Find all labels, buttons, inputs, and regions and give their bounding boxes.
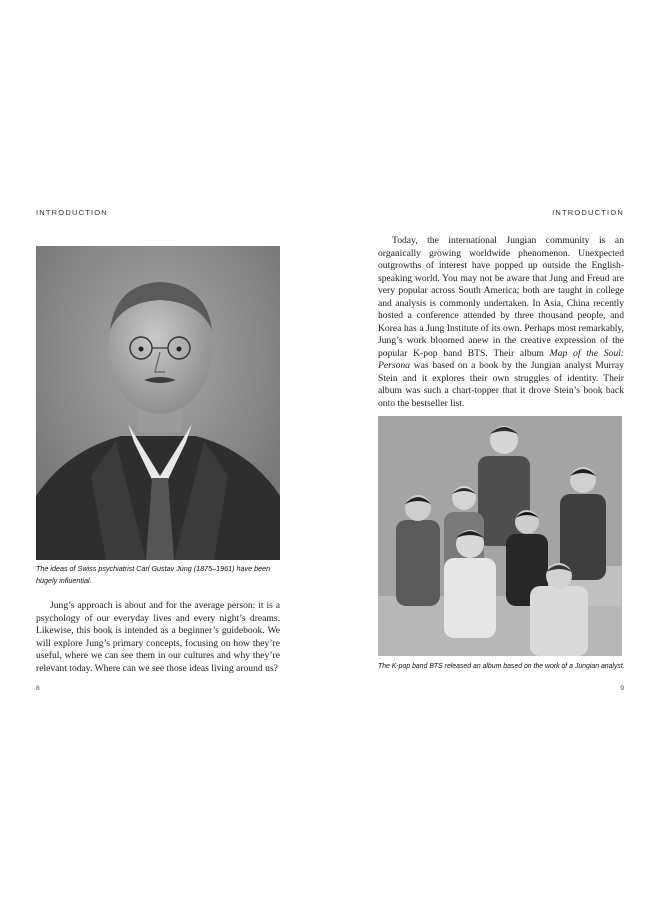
- page-number-right: 9: [620, 685, 624, 692]
- running-head-left: INTRODUCTION: [36, 208, 108, 217]
- left-body-paragraph: Jung’s approach is about and for the average person: it is a psychology of our everyday lives and every night’s dreams. Likewise, this book is intended as a beginner’s guidebook. We will explore Jung’s primary concepts, focusing on how they’re useful, where we can see them in our cultures and why they’re relevant today. Where can we see those ideas living around us?: [36, 600, 280, 674]
- bts-photo-caption: The K-pop band BTS released an album based on the work of a Jungian analyst.: [378, 663, 625, 670]
- bts-group-photo: [378, 416, 622, 656]
- right-page: [330, 0, 660, 904]
- running-head-right: INTRODUCTION: [552, 208, 624, 217]
- album-title: Map of the Soul: Persona: [378, 347, 625, 371]
- jung-photo-caption: The ideas of Swiss psychiatrist Carl Gustav Jung (1875–1961) have been hugely influential.: [36, 564, 271, 585]
- page-number-left: 8: [36, 685, 40, 692]
- jung-portrait-photo: [36, 246, 280, 560]
- right-body-text-end: was based on a book by the Jungian analyst Murray Stein and it explores their own struggles of identity. Their album was such a chart-topper that it drove Stein’s book back onto the bestseller list.: [378, 360, 624, 409]
- right-body-paragraph: [378, 235, 624, 410]
- right-body-text-start: Today, the international Jungian community is an organically growing worldwide phenomenon. Unexpected outgrowths of interest have popped up outside the English-speaking world. You may not be aware that Jung and Freud are very popular across South America; both are taught in college and analysis is commonly undertaken. In Asia, China recently hosted a conference attended by three thousand people, and Korea has a Jung Institute of its own. Perhaps most remarkably, Jung’s work bloomed anew in the creative expression of the popular K-pop band BTS. Their album: [378, 235, 624, 359]
